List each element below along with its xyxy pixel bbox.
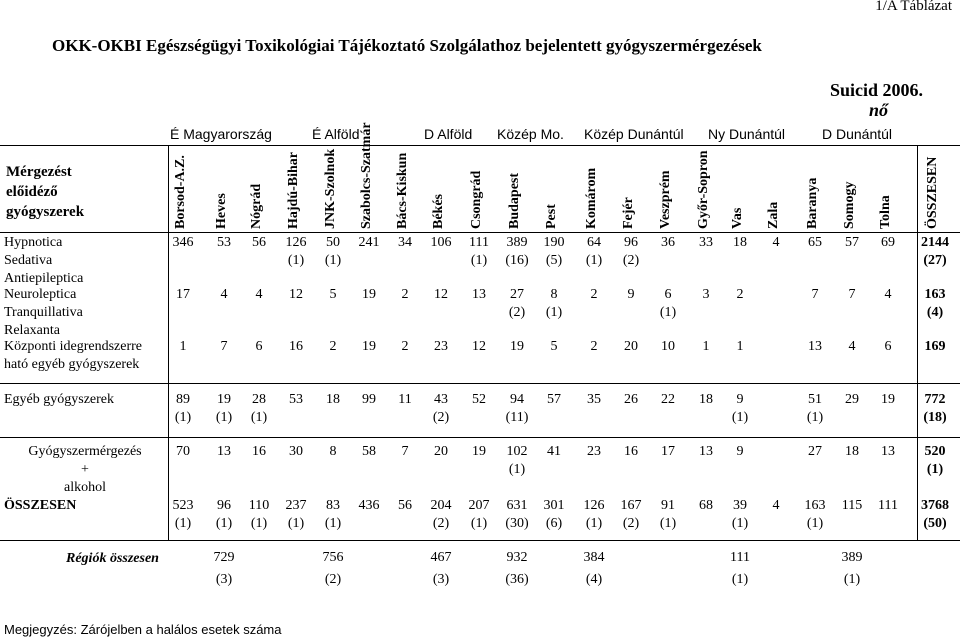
region-label: Ny Dunántúl [708,126,786,142]
county-header: Budapest [507,172,522,229]
row-label: Hypnotica Sedativa Antiepileptica [4,235,84,286]
county-header: Veszprém [658,170,673,229]
region-totals-label: Régiók összesen [66,551,159,566]
table-cell: 2 [401,287,409,302]
table-cell: 53 [289,392,303,407]
table-cell: 58 [362,444,376,459]
table-cell: 4 [255,287,263,302]
row-label: Gyógyszermérgezés + alkohol [28,444,142,495]
table-cell: 1 [702,339,710,354]
subtitle-sex: nő [869,100,889,120]
table-cell: 18 [699,392,713,407]
row-label: ÖSSZESEN [4,498,77,513]
table-cell: 1 [736,339,744,354]
table-cell: 20 [434,444,448,459]
table-cell: 6 [255,339,263,354]
table-cell: 30 [289,444,303,459]
region-total: 729 (3) [213,550,235,587]
table-cell: 207 (1) [468,498,490,531]
region-label: Közép Dunántúl [584,126,684,142]
table-cell: 204 (2) [430,498,452,531]
table-cell: 16 [252,444,266,459]
county-header: Bács-Kiskun [395,152,410,229]
table-cell: 110 (1) [248,498,270,531]
table-cell: 126 (1) [285,235,307,268]
table-cell: 2 [590,339,598,354]
table-cell: 346 [172,235,194,250]
table-cell: 52 [472,392,486,407]
table-cell: 2 [329,339,337,354]
table-cell: 6 [884,339,892,354]
county-header: Szabolcs-Szatmár [359,122,374,229]
table-cell: 34 [398,235,412,250]
row-divider [0,437,960,438]
table-cell: 19 [362,287,376,302]
table-cell: 12 [434,287,448,302]
table-cell: 19 [881,392,895,407]
table-cell: 57 [845,235,859,250]
county-header: Hajdú-Bihar [286,151,301,229]
table-cell: 520 (1) [924,444,946,477]
table-cell: 18 [845,444,859,459]
table-cell: 163 (1) [804,498,826,531]
table-cell: 13 [472,287,486,302]
table-cell: 111 [878,498,898,513]
region-total: 111 (1) [730,550,750,587]
table-cell: 5 [329,287,337,302]
table-cell: 4 [848,339,856,354]
county-header: Fejér [621,197,636,229]
table-cell: 6 (1) [659,287,677,320]
table-cell: 13 [699,444,713,459]
table-cell: 16 [289,339,303,354]
footnote: Megjegyzés: Zárójelben a halálos esetek száma [4,622,282,637]
table-cell: 69 [881,235,895,250]
table-cell: 33 [699,235,713,250]
county-header: Győr-Sopron [696,150,711,229]
county-header: Somogy [842,181,857,229]
table-cell: 28 (1) [250,392,268,425]
table-cell: 27 [808,444,822,459]
subtitle: Suicid 2006. [830,80,924,100]
table-cell: 10 [661,339,675,354]
table-cell: 9 [736,444,744,459]
table-cell: 16 [624,444,638,459]
region-total: 467 (3) [430,550,452,587]
table-cell: 523 (1) [172,498,194,531]
region-total: 756 (2) [322,550,344,587]
row-label: Központi idegrendszerre ható egyéb gyógyszerek [4,339,142,372]
table-cell: 83 (1) [324,498,342,531]
county-header: ÖSSZESEN [925,156,940,229]
table-cell: 43 (2) [432,392,450,425]
table-cell: 9 (1) [731,392,749,425]
table-bottom-border [0,540,960,541]
table-cell: 64 (1) [585,235,603,268]
table-cell: 772 (18) [923,392,947,425]
table-cell: 2 [736,287,744,302]
table-cell: 12 [472,339,486,354]
table-cell: 99 [362,392,376,407]
table-cell: 389 (16) [505,235,529,268]
table-cell: 241 [358,235,380,250]
table-cell: 91 (1) [659,498,677,531]
table-cell: 36 [661,235,675,250]
table-cell: 3 [702,287,710,302]
table-cell: 237 (1) [285,498,307,531]
county-header: Baranya [805,177,820,229]
table-cell: 1 [179,339,187,354]
table-cell: 41 [547,444,561,459]
table-cell: 53 [217,235,231,250]
table-cell: 2144 (27) [921,235,949,268]
header-bottom-border [0,232,960,233]
county-header: Csongrád [469,170,484,229]
table-cell: 115 [841,498,863,513]
table-cell: 56 [252,235,266,250]
table-cell: 169 [924,339,946,354]
table-cell: 190 (5) [543,235,565,268]
region-label: Közép Mo. [497,126,564,142]
county-header: Zala [766,201,781,229]
table-cell: 57 [547,392,561,407]
table-cell: 9 [627,287,635,302]
county-header-row [0,122,960,229]
table-cell: 18 [326,392,340,407]
county-header: Komárom [584,167,599,229]
table-cell: 5 [550,339,558,354]
table-cell: 13 [881,444,895,459]
table-cell: 3768 (50) [921,498,949,531]
table-cell: 7 [811,287,819,302]
county-header: Tolna [878,195,893,229]
region-total: 389 (1) [841,550,863,587]
table-cell: 4 [884,287,892,302]
table-cell: 27 (2) [508,287,526,320]
table-cell: 13 [808,339,822,354]
table-cell: 436 [358,498,380,513]
table-cell: 19 [362,339,376,354]
table-cell: 167 (2) [620,498,642,531]
table-cell: 56 [398,498,412,513]
region-label: É Magyarország [170,126,272,142]
table-cell: 18 [733,235,747,250]
table-cell: 51 (1) [806,392,824,425]
county-header: Heves [214,193,229,229]
table-cell: 39 (1) [731,498,749,531]
county-header: Békés [431,194,446,229]
table-cell: 17 [661,444,675,459]
region-label: D Alföld [424,126,473,142]
table-cell: 4 [220,287,228,302]
table-cell: 2 [401,339,409,354]
page-title: OKK-OKBI Egészségügyi Toxikológiai Tájékoztató Szolgálathoz bejelentett gyógyszermérgezések [52,36,762,55]
region-label: D Dunántúl [822,126,893,142]
table-number: 1/A Táblázat [875,0,952,14]
table-cell: 20 [624,339,638,354]
table-cell: 2 [590,287,598,302]
table-cell: 12 [289,287,303,302]
county-header: Nógrád [249,183,264,229]
county-header: JNK-Szolnok [323,148,338,229]
header-label: Mérgezést előidéző gyógyszerek [6,164,85,220]
table-cell: 19 [510,339,524,354]
region-label: É Alföld [312,126,360,142]
table-cell: 13 [217,444,231,459]
table-cell: 68 [699,498,713,513]
region-total: 932 (36) [505,550,529,587]
table-cell: 29 [845,392,859,407]
table-cell: 23 [434,339,448,354]
table-cell: 89 (1) [174,392,192,425]
table-cell: 102 (1) [506,444,528,477]
table-cell: 163 (4) [924,287,946,320]
table-cell: 4 [772,235,780,250]
table-cell: 126 (1) [583,498,605,531]
table-cell: 8 (1) [545,287,563,320]
table-cell: 8 [329,444,337,459]
row-label: Egyéb gyógyszerek [4,392,115,407]
table-cell: 111 (1) [469,235,489,268]
table-cell: 7 [220,339,228,354]
row-divider [0,383,960,384]
table-cell: 7 [848,287,856,302]
table-cell: 631 (30) [505,498,529,531]
table-cell: 22 [661,392,675,407]
county-header: Vas [730,207,745,229]
county-header: Pest [544,204,559,229]
table-cell: 94 (11) [505,392,529,425]
table-cell: 19 [472,444,486,459]
table-cell: 26 [624,392,638,407]
table-cell: 17 [176,287,190,302]
table-cell: 7 [401,444,409,459]
table-cell: 301 (6) [543,498,565,531]
table-cell: 70 [176,444,190,459]
row-label: Neuroleptica Tranquillativa Relaxanta [4,287,83,338]
table-cell: 4 [772,498,780,513]
table-cell: 96 (1) [215,498,233,531]
region-total: 384 (4) [583,550,605,587]
table-cell: 19 (1) [215,392,233,425]
table-cell: 65 [808,235,822,250]
table-cell: 106 [430,235,452,250]
table-cell: 23 [587,444,601,459]
county-header: Borsod-A.Z. [173,155,188,229]
table-cell: 96 (2) [622,235,640,268]
table-cell: 11 [398,392,412,407]
table-cell: 50 (1) [324,235,342,268]
table-cell: 35 [587,392,601,407]
